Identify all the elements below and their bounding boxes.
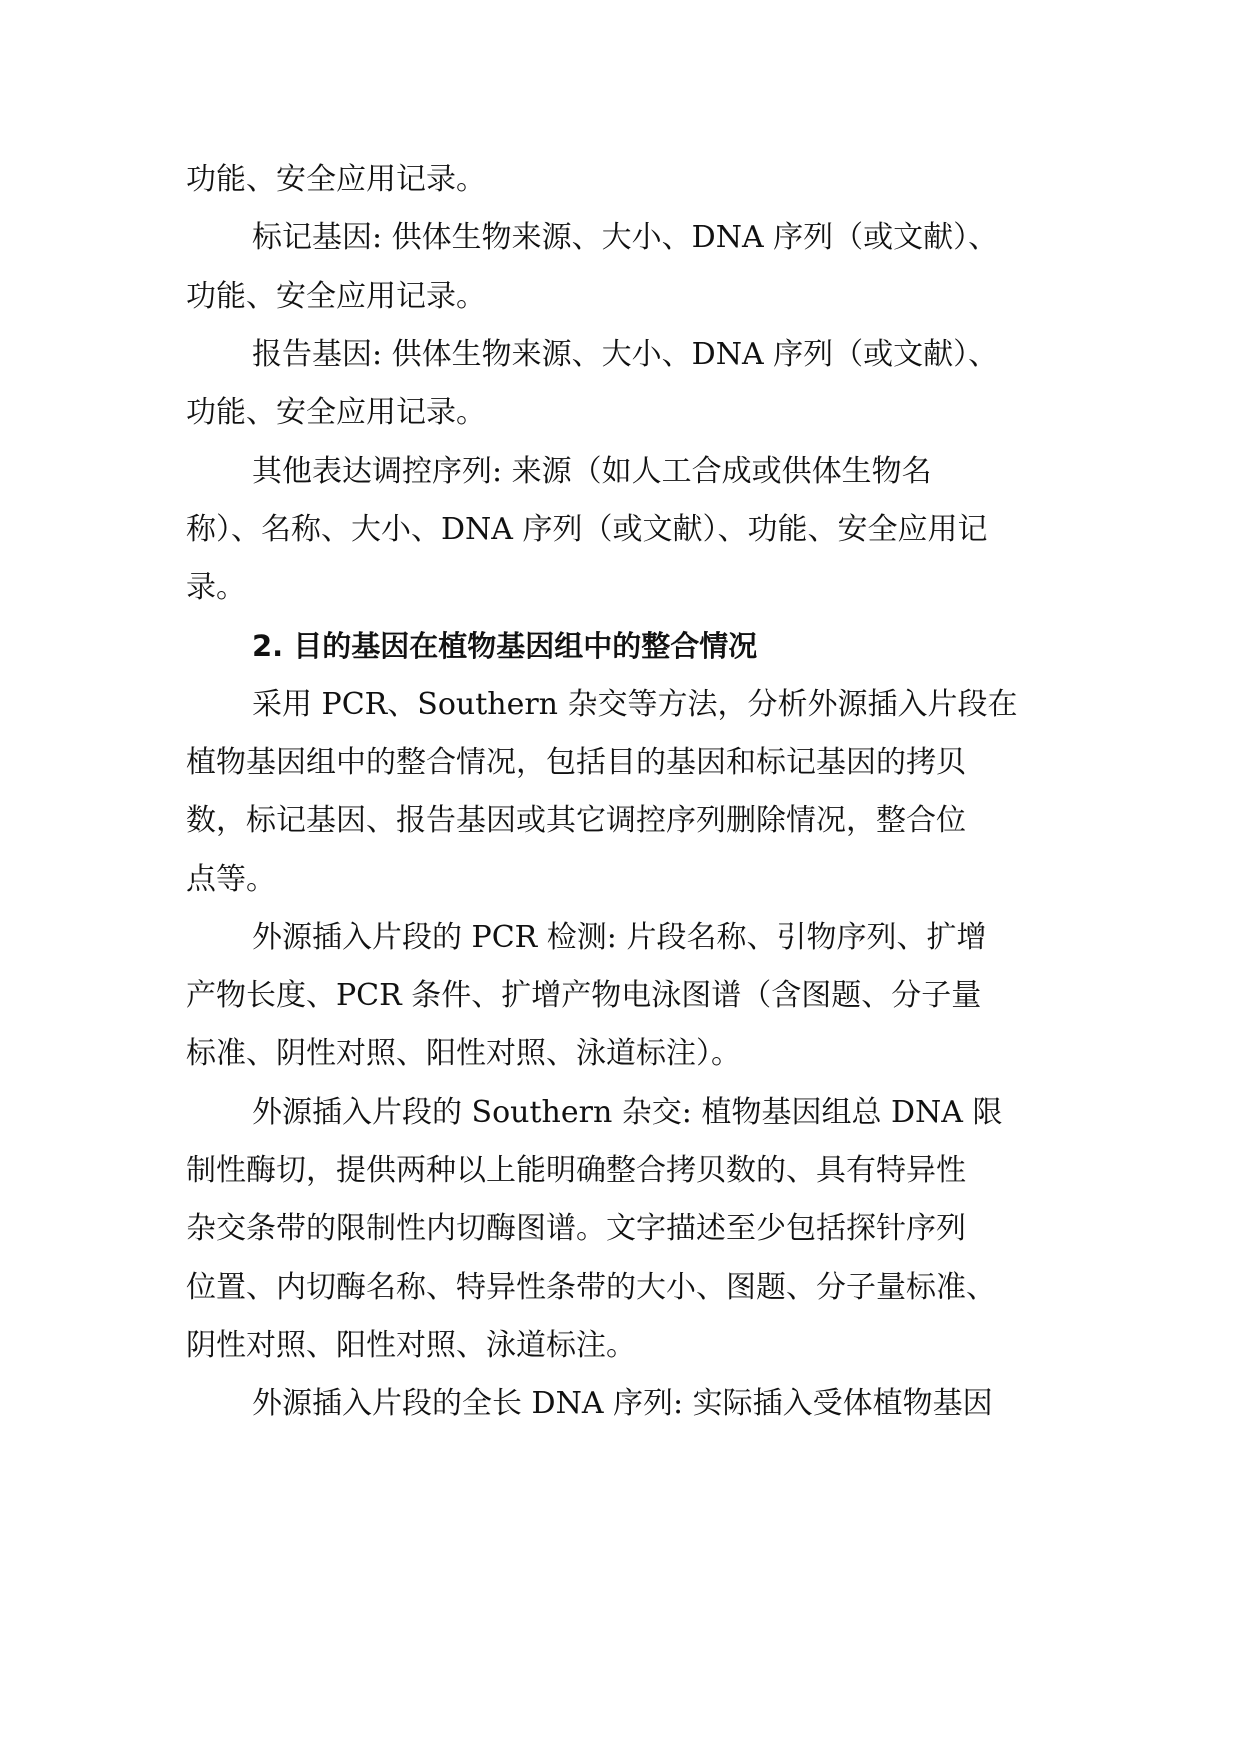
text-line: 功能、安全应用记录。 xyxy=(186,162,486,197)
section-heading: 2. 目的基因在植物基因组中的整合情况 xyxy=(252,629,758,663)
text-line: 外源插入片段的 Southern 杂交: 植物基因组总 DNA 限 xyxy=(252,1095,1003,1130)
text-line: 功能、安全应用记录。 xyxy=(186,395,486,430)
text-line: 杂交条带的限制性内切酶图谱。文字描述至少包括探针序列 xyxy=(186,1211,966,1246)
text-line: 标记基因: 供体生物来源、大小、DNA 序列（或文献）、 xyxy=(252,220,999,255)
text-line: 功能、安全应用记录。 xyxy=(186,279,486,314)
text-line: 称）、名称、大小、DNA 序列（或文献）、功能、安全应用记 xyxy=(186,512,988,547)
text-line: 植物基因组中的整合情况，包括目的基因和标记基因的拷贝 xyxy=(186,745,966,780)
text-line: 外源插入片段的全长 DNA 序列: 实际插入受体植物基因 xyxy=(252,1386,993,1421)
text-line: 产物长度、PCR 条件、扩增产物电泳图谱（含图题、分子量 xyxy=(186,978,982,1013)
text-line: 报告基因: 供体生物来源、大小、DNA 序列（或文献）、 xyxy=(252,337,999,372)
text-line: 外源插入片段的 PCR 检测: 片段名称、引物序列、扩增 xyxy=(252,920,987,955)
text-line: 其他表达调控序列: 来源（如人工合成或供体生物名 xyxy=(252,454,932,489)
text-line: 录。 xyxy=(186,570,246,605)
text-line: 阴性对照、阳性对照、泳道标注。 xyxy=(186,1328,636,1363)
text-line: 点等。 xyxy=(186,862,276,897)
text-line: 标准、阴性对照、阳性对照、泳道标注）。 xyxy=(186,1036,741,1071)
text-line: 采用 PCR、Southern 杂交等方法，分析外源插入片段在 xyxy=(252,687,1018,722)
text-line: 制性酶切，提供两种以上能明确整合拷贝数的、具有特异性 xyxy=(186,1153,966,1188)
text-line: 位置、内切酶名称、特异性条带的大小、图题、分子量标准、 xyxy=(186,1270,996,1305)
text-line: 数，标记基因、报告基因或其它调控序列删除情况，整合位 xyxy=(186,803,966,838)
